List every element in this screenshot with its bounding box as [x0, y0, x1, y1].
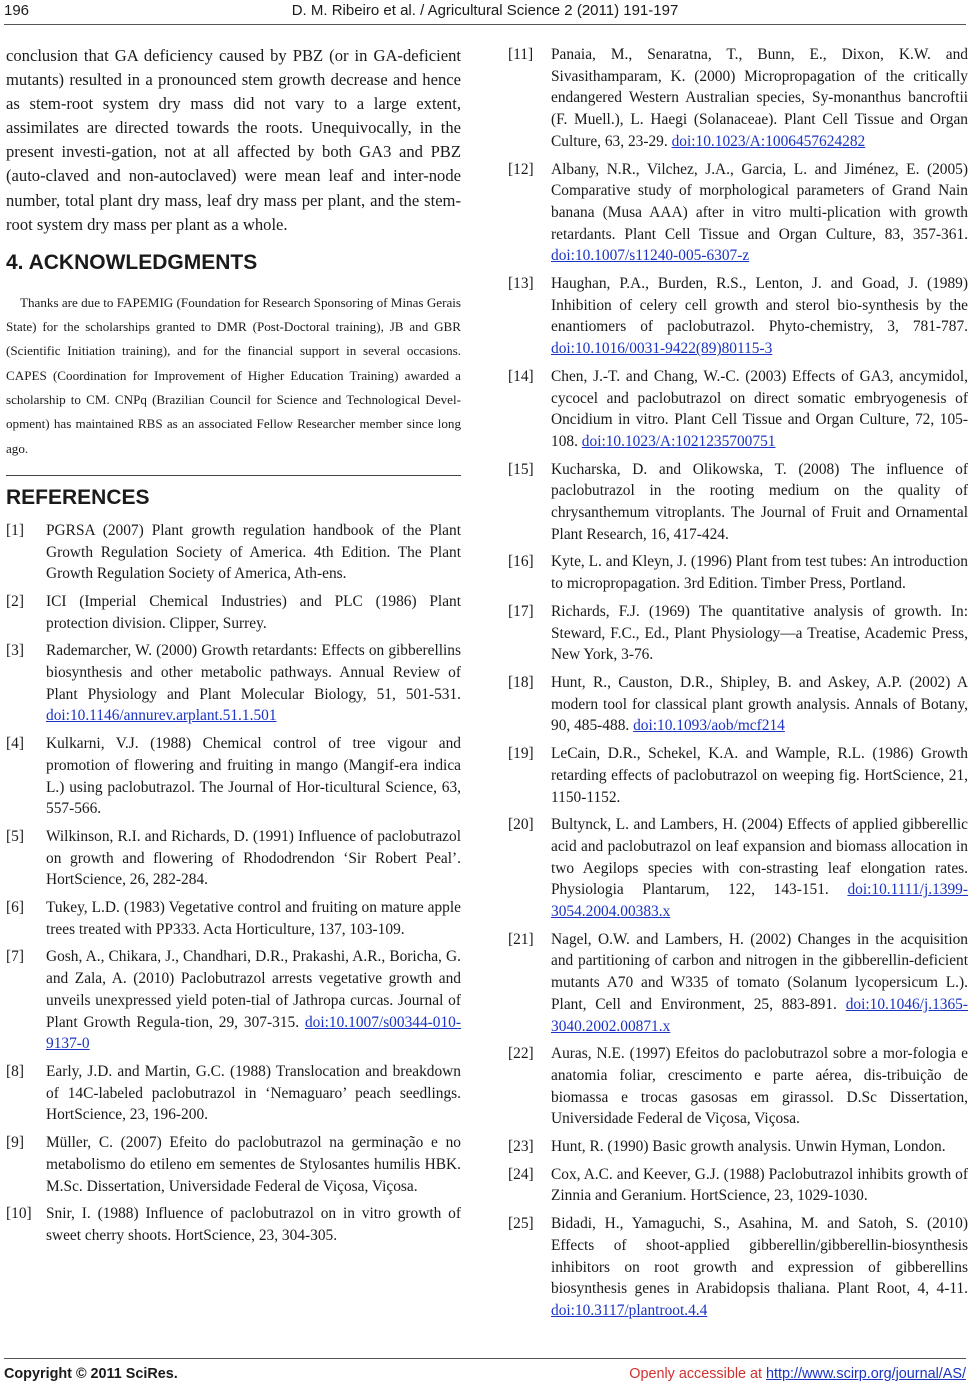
reference-text — [551, 601, 968, 666]
reference-item — [6, 591, 461, 634]
reference-text — [551, 743, 968, 808]
doi-link[interactable]: doi:10.1023/A:1006457624282 — [671, 132, 866, 150]
doi-link[interactable]: doi:10.1016/0031-9422(89)80115-3 — [551, 340, 773, 358]
open-access-label: Openly accessible at — [629, 1366, 767, 1382]
reference-number: [7] — [6, 948, 24, 966]
reference-number: [6] — [6, 899, 24, 917]
doi-link[interactable]: doi:10.1007/s11240-005-6307-z — [551, 247, 750, 265]
reference-item — [508, 366, 968, 453]
reference-number: [11] — [508, 46, 534, 63]
section-divider — [6, 475, 461, 476]
footer-rule — [4, 1358, 966, 1359]
reference-text — [46, 1203, 461, 1246]
reference-number: [3] — [6, 642, 24, 660]
reference-text — [551, 929, 968, 1038]
reference-item — [508, 672, 968, 737]
copyright-notice: Copyright © 2011 SciRes. — [4, 1366, 178, 1382]
acknowledgments-text: Thanks are due to FAPEMIG (Foundation for Research Sponsoring of Minas Gerais State) for the scholarships granted to DMR (Post-Doctoral training), JB and GBR (Scientific Initiation training), and for the financial support in several occasions. CAPES (Coordination for Improvement of Higher Education Training) awarded a scholarship to CM. CNPq (Brazilian Council for Science and Technological Devel-opment) has maintained RBS as an associated Fellow Researcher member since long ago. — [6, 294, 461, 456]
reference-citation: Albany, N.R., Vilchez, J.A., Garcia, L. and Jiménez, E. (2005) Comparative study of morphological parameters of Grand Nain banana (Musa AAA) after in vitro multi-plication with growth retardants. Plant Cell Tissue and Organ Culture, 83, 357-361. — [551, 160, 968, 243]
reference-citation: Kucharska, D. and Olikowska, T. (2008) The influence of paclobutrazol in the rooting medium on the quality of chrysanthemum vitroplants. The Journal of Fruit and Ornamental Plant Research, 16, 417-424. — [551, 460, 968, 543]
reference-citation: Bidadi, H., Yamaguchi, S., Asahina, M. and Satoh, S. (2010) Effects of shoot-applied gibberellin/gibberellin-biosynthesis inhibitors on root growth and expression of gibberellins biosynthesis genes in Arabidopsis thaliana. Plant Root, 4, 4-11. — [551, 1215, 968, 1298]
reference-text — [551, 814, 968, 923]
reference-number: [25] — [508, 1215, 534, 1233]
reference-item — [6, 897, 461, 940]
reference-number: [20] — [508, 816, 534, 834]
reference-number: [17] — [508, 602, 534, 620]
reference-citation: Müller, C. (2007) Efeito do paclobutrazol na germinação e no metabolismo do etileno em sementes de Stylosantes humilis HBK. M.Sc. Dissertation, Universidade Federal de Viçosa, Viçosa. — [46, 1134, 461, 1195]
left-column — [6, 44, 461, 1253]
reference-text — [551, 459, 968, 546]
reference-text — [551, 159, 968, 268]
reference-number: [12] — [508, 160, 534, 178]
acknowledgments-heading: 4. ACKNOWLEDGMENTS — [6, 250, 258, 274]
reference-text — [46, 826, 461, 891]
reference-number: [14] — [508, 367, 534, 385]
reference-text — [551, 1043, 968, 1130]
reference-item — [508, 929, 968, 1038]
reference-item — [508, 44, 968, 153]
reference-text — [551, 44, 968, 153]
reference-citation: Kulkarni, V.J. (1988) Chemical control of tree vigour and promotion of flowering and fruiting in mango (Mangif-era indica L.) using paclobutrazol. The Journal of Hor-ticultural Science, 63, 557-566. — [46, 735, 461, 818]
reference-citation: Nagel, O.W. and Lambers, H. (2002) Changes in the acquisition and partitioning of carbon and nitrogen in the gibberellin-deficient mutants A70 and W335 of tomato (Solanum lycopersicum L.). Plant, Cell and Environment, 25, 883-891. — [551, 930, 968, 1013]
reference-citation: Bultynck, L. and Lambers, H. (2004) Effects of applied gibberellic acid and paclobutrazol on leaf expansion and biomass allocation in two Aegilops species with con-strasting leaf elongation rates. Physiologia Plantarum, 122, 143-151. — [551, 816, 968, 899]
reference-text — [46, 946, 461, 1055]
reference-text — [551, 273, 968, 360]
reference-number: [16] — [508, 553, 534, 571]
reference-number: [19] — [508, 745, 534, 763]
reference-item — [508, 601, 968, 666]
journal-citation-line: D. M. Ribeiro et al. / Agricultural Science 2 (2011) 191-197 — [291, 2, 679, 19]
reference-item — [6, 946, 461, 1055]
doi-link[interactable]: doi:10.1046/j.1365-3040.2002.00871.x — [551, 995, 968, 1035]
reference-number: [2] — [6, 592, 24, 610]
reference-text — [551, 366, 968, 453]
reference-item — [6, 1203, 461, 1246]
reference-citation: Early, J.D. and Martin, G.C. (1988) Translocation and breakdown of 14C-labeled paclobutrazol in ‘Nemaguaro’ peach seedlings. HortScience, 23, 196-200. — [46, 1063, 461, 1124]
reference-item — [6, 733, 461, 820]
reference-number: [9] — [6, 1134, 24, 1152]
reference-citation: Haughan, P.A., Burden, R.S., Lenton, J. and Goad, J. (1989) Inhibition of celery cell growth and sterol bio-synthesis by the enantiomers of paclobutrazol. Phyto-chemistry, 3, 781-787. — [551, 275, 968, 336]
doi-link[interactable]: doi:10.1023/A:1021235700751 — [581, 432, 776, 450]
reference-text — [551, 551, 968, 594]
doi-link[interactable]: doi:10.3117/plantroot.4.4 — [551, 1301, 708, 1319]
reference-number: [23] — [508, 1138, 534, 1156]
reference-item — [508, 459, 968, 546]
reference-item — [508, 1213, 968, 1322]
reference-citation: Richards, F.J. (1969) The quantitative analysis of growth. In: Steward, F.C., Ed., Plant Physiology—a Treatise, Academic Press, New York, 3-76. — [551, 602, 968, 664]
reference-citation: Chen, J.-T. and Chang, W.-C. (2003) Effects of GA3, ancymidol, cycocel and paclobutrazol on direct somatic embryogenesis of Oncidium in vitro. Plant Cell Tissue and Organ Culture, 72, 105-108. — [551, 367, 968, 450]
reference-item — [508, 743, 968, 808]
reference-item — [6, 640, 461, 727]
references-list-right — [508, 44, 968, 1322]
reference-text — [46, 1061, 461, 1126]
reference-number: [24] — [508, 1165, 534, 1183]
reference-citation: LeCain, D.R., Schekel, K.A. and Wample, R.L. (1986) Growth retarding effects of paclobutrazol on weeping fig. HortScience, 21, 1150-1152. — [551, 745, 968, 806]
reference-text — [46, 640, 461, 727]
reference-citation: Cox, A.C. and Keever, G.J. (1988) Paclobutrazol inhibits growth of Zinnia and Geranium. HortScience, 23, 1029-1030. — [551, 1165, 968, 1205]
reference-number: [13] — [508, 275, 534, 293]
reference-text — [551, 1136, 968, 1158]
reference-number: [15] — [508, 460, 534, 478]
reference-citation: Snir, I. (1988) Influence of paclobutrazol on in vitro growth of sweet cherry shoots. HortScience, 23, 304-305. — [46, 1205, 461, 1244]
reference-item — [6, 1061, 461, 1126]
references-list-left — [6, 520, 461, 1247]
reference-item — [6, 1132, 461, 1197]
header-rule — [4, 24, 966, 25]
reference-citation: Auras, N.E. (1997) Efeitos do paclobutrazol sobre a mor-fologia e anatomia foliar, crescimento e parte aérea, dis-tribuição de biomassa e trocas gasosas em girassol. D.Sc Dissertation, Universidade Federal de Viçosa, Viçosa. — [551, 1045, 968, 1128]
reference-text — [46, 520, 461, 585]
page-number: 196 — [4, 2, 30, 19]
open-access-notice — [629, 1366, 966, 1382]
reference-item — [508, 551, 968, 594]
reference-number: [21] — [508, 930, 534, 948]
reference-citation: Tukey, L.D. (1983) Vegetative control and fruiting on mature apple trees treated with PP333. Acta Horticulture, 137, 103-109. — [46, 899, 461, 938]
reference-item — [508, 1164, 968, 1207]
reference-item — [508, 814, 968, 923]
reference-item — [6, 520, 461, 585]
reference-item — [508, 159, 968, 268]
reference-item — [508, 273, 968, 360]
page-footer — [4, 1366, 966, 1386]
intro-paragraph: conclusion that GA deficiency caused by PBZ (or in GA-deficient mutants) resulted in a pronounced stem growth decrease and hence as stem-root system dry mass did not vary to a large extent, assimilates are directed towards the roots. Unequivocally, in the present investi-gation, not at all affected by both GA3 and PBZ (auto-claved and non-autoclaved) were mean leaf and inter-node number, total plant dry mass, leaf dry mass per plant, and the stem-root system dry mass per plant as a whole. — [6, 46, 461, 234]
reference-item — [508, 1043, 968, 1130]
reference-citation: PGRSA (2007) Plant growth regulation handbook of the Plant Growth Regulation Society of America. 4th Edition. The Plant Growth Regulation Society of America, Ath-ens. — [46, 521, 461, 583]
reference-text — [46, 1132, 461, 1197]
reference-number: [5] — [6, 827, 24, 845]
reference-text — [551, 1164, 968, 1207]
reference-number: [10] — [6, 1205, 32, 1223]
references-heading: REFERENCES — [6, 485, 150, 509]
running-header — [4, 0, 966, 24]
reference-text — [46, 897, 461, 940]
reference-citation: Kyte, L. and Kleyn, J. (1996) Plant from test tubes: An introduction to micropropagation. 3rd Edition. Timber Press, Portland. — [551, 553, 968, 593]
journal-url-link[interactable]: http://www.scirp.org/journal/AS/ — [766, 1366, 966, 1382]
reference-citation: Hunt, R., Causton, D.R., Shipley, B. and Askey, A.P. (2002) A modern tool for classical plant growth analysis. Annals of Botany, 90, 485-488. — [551, 673, 968, 735]
reference-citation: Hunt, R. (1990) Basic growth analysis. Unwin Hyman, London. — [551, 1138, 946, 1156]
reference-item — [6, 826, 461, 891]
reference-citation: Gosh, A., Chikara, J., Chandhari, D.R., Prakashi, A.R., Boricha, G. and Zala, A. (2010) Paclobutrazol arrests vegetative growth and unveils unexpressed yield poten-tial of Jathropa curcas. Journal of Plant Growth Regula-tion, 29, 307-315. — [46, 948, 461, 1031]
doi-link[interactable]: doi:10.1111/j.1399-3054.2004.00383.x — [551, 881, 968, 921]
reference-item — [508, 1136, 968, 1158]
reference-text — [551, 672, 968, 737]
reference-citation: Wilkinson, R.I. and Richards, D. (1991) Influence of paclobutrazol on growth and flowering of Rhododrendon ‘Sir Robert Peal’. HortScience, 26, 282-284. — [46, 827, 461, 889]
reference-number: [4] — [6, 735, 24, 753]
doi-link[interactable]: doi:10.1007/s00344-010-9137-0 — [46, 1013, 461, 1053]
reference-text — [46, 733, 461, 820]
reference-number: [22] — [508, 1045, 534, 1063]
reference-text — [551, 1213, 968, 1322]
doi-link[interactable]: doi:10.1093/aob/mcf214 — [633, 717, 785, 735]
reference-number: [18] — [508, 673, 534, 691]
reference-text — [46, 591, 461, 634]
reference-number: [1] — [6, 521, 24, 539]
reference-number: [8] — [6, 1063, 24, 1080]
reference-citation: Panaia, M., Senaratna, T., Bunn, E., Dixon, K.W. and Sivasithamparam, K. (2000) Micropropagation of the critically endangered Western Australian species, Sy-monanthus bancroftii (F. Muell.), L. Haegi (Solanaceae). Plant Cell Tissue and Organ Culture, 63, 23-29. — [551, 46, 968, 150]
reference-citation: ICI (Imperial Chemical Industries) and PLC (1986) Plant protection division. Clipper, Surrey. — [46, 592, 461, 632]
reference-citation: Rademarcher, W. (2000) Growth retardants: Effects on gibberellins biosynthesis and other metabolic pathways. Annual Review of Plant Physiology and Plant Molecular Biology, 51, 501-531. — [46, 642, 461, 703]
right-column — [508, 44, 968, 1328]
doi-link[interactable]: doi:10.1146/annurev.arplant.51.1.501 — [46, 707, 277, 725]
